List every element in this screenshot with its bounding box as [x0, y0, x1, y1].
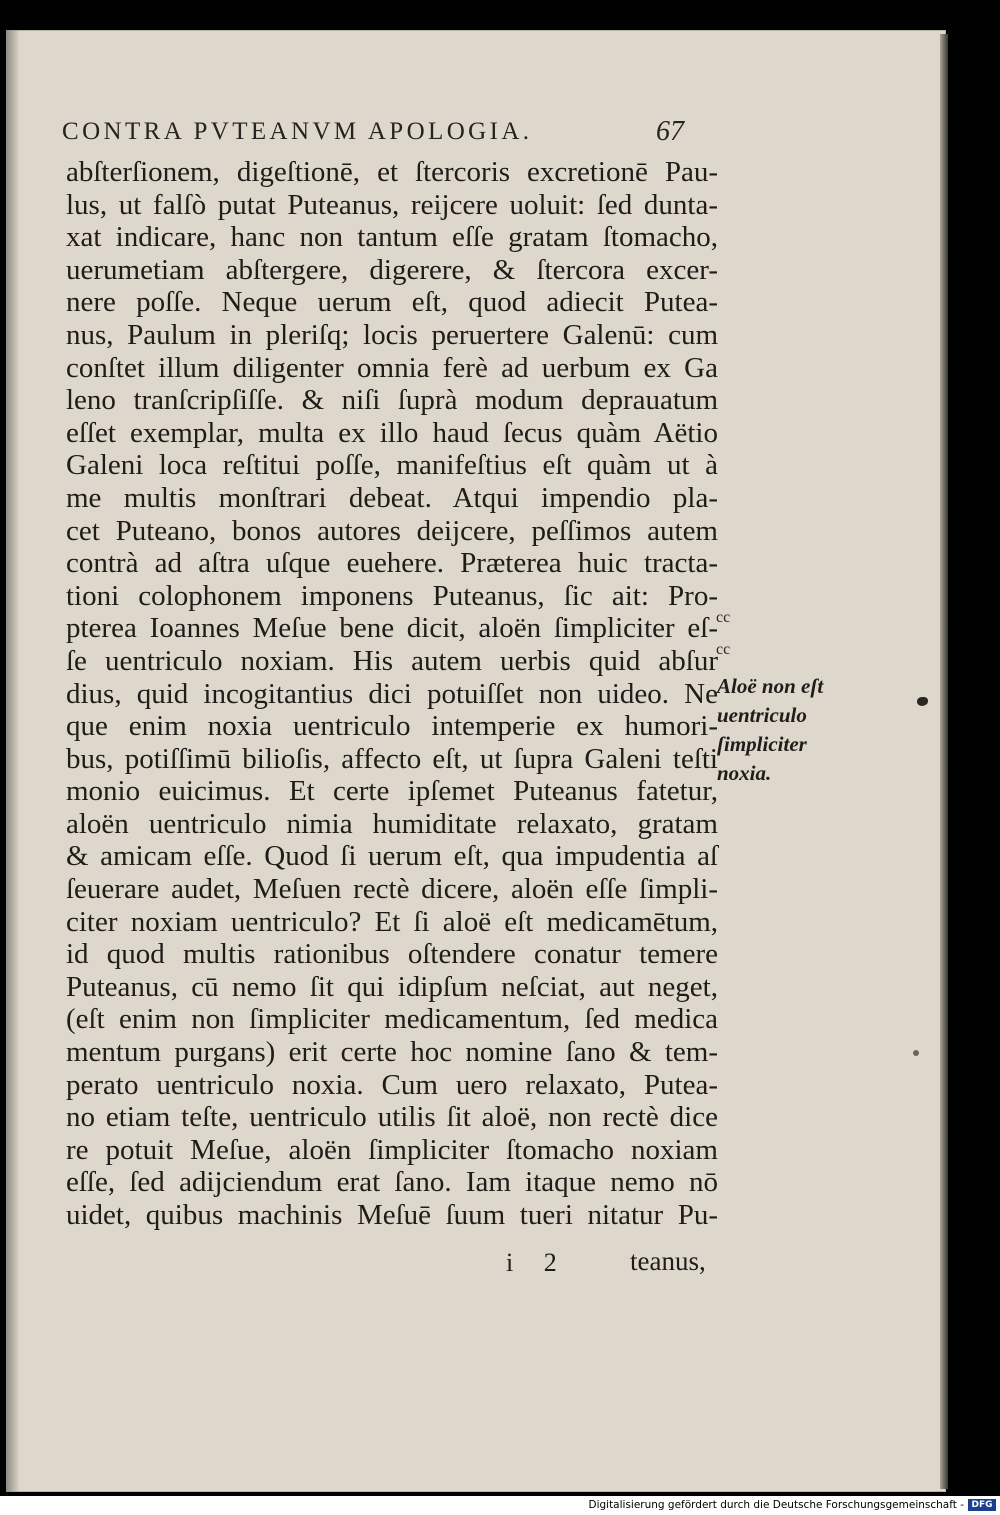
main-text-block [66, 156, 718, 1232]
text-line: mentum purgans) erit certe hoc nomine ſano & tem- [66, 1036, 718, 1069]
signature-mark: i 2 [506, 1248, 569, 1277]
quote-mark: cc [716, 641, 731, 658]
text-line: monio euicimus. Et certe ipſemet Puteanus fatetur, [66, 775, 718, 808]
text-line: bus, potiſſimū bilioſis, affecto eſt, ut ſupra Galeni teſti [66, 742, 718, 775]
text-line: aloën uentriculo nimia humiditate relaxato, gratam [66, 807, 718, 840]
text-line: uerumetiam abſtergere, digerere, & ſtercora excer- [66, 253, 718, 286]
text-line: lus, ut falſò putat Puteanus, reijcere uoluit: ſed dunta- [66, 188, 718, 221]
text-line: ſe uentriculo noxiam. His autem uerbis quid abſur [66, 644, 718, 677]
dfg-logo: DFG [968, 1499, 996, 1511]
page-gutter-shadow [6, 30, 20, 1492]
text-line: eſſe, ſed adijciendum erat ſano. Iam itaque nemo nō [66, 1166, 718, 1199]
text-line: que enim noxia uentriculo intemperie ex humori- [66, 710, 718, 743]
marginal-note-line: ſimpliciter [717, 732, 807, 756]
running-head: CONTRA PVTEANVM APOLOGIA. [62, 118, 533, 145]
page-edge [940, 34, 948, 1489]
text-line: re potuit Meſue, aloën ſimpliciter ſtomacho noxiam [66, 1133, 718, 1166]
catchword: teanus, [630, 1246, 706, 1276]
text-line: xat indicare, hanc non tantum eſſe gratam ſtomacho, [66, 221, 718, 254]
quote-mark: cc [716, 609, 731, 626]
text-line: dius, quid incogitantius dici potuiſſet non uideo. Ne [66, 677, 718, 710]
text-line: eſſet exemplar, multa ex illo haud ſecus quàm Aëtio [66, 416, 718, 449]
page-number: 67 [656, 116, 684, 147]
text-line: nus, Paulum in pleriſq; locis peruertere Galenū: cum [66, 318, 718, 351]
text-line: & amicam eſſe. Quod ſi uerum eſt, qua impudentia aſ [66, 840, 718, 873]
text-line: leno tranſcripſiſſe. & niſi ſuprà modum deprauatum [66, 384, 718, 417]
text-line: conſtet illum diligenter omnia ferè ad uerbum ex Ga [66, 351, 718, 384]
marginal-note [717, 672, 823, 788]
text-line: id quod multis rationibus oſtendere conatur temere [66, 938, 718, 971]
text-line: ſeuerare audet, Meſuen rectè dicere, aloën eſſe ſimpli- [66, 873, 718, 906]
text-line: pterea Ioannes Meſue bene dicit, aloën ſimpliciter eſ- [66, 612, 718, 645]
text-line: Puteanus, cū nemo ſit qui idipſum neſciat, aut neget, [66, 970, 718, 1003]
text-line: Galeni loca reſtitui poſſe, manifeſtius eſt quàm ut à [66, 449, 718, 482]
text-line: (eſt enim non ſimpliciter medicamentum, ſed medica [66, 1003, 718, 1036]
text-line: citer noxiam uentriculo? Et ſi aloë eſt medicamētum, [66, 905, 718, 938]
text-line: no etiam teſte, uentriculo utilis ſit aloë, non rectè dice [66, 1101, 718, 1134]
marginal-quote-marks [716, 602, 730, 666]
text-line: tioni colophonem imponens Puteanus, ſic ait: Pro- [66, 579, 718, 612]
ink-speck [913, 1050, 919, 1056]
marginal-note-line: Aloë non eſt [717, 674, 824, 698]
text-line: contrà ad aſtra uſque euehere. Præterea huic tracta- [66, 547, 718, 580]
marginal-note-line: noxia. [717, 761, 772, 785]
marginal-note-line: uentriculo [717, 703, 807, 727]
text-line: cet Puteano, bonos autores deijcere, peſſimos autem [66, 514, 718, 547]
credit-text: Digitalisierung gefördert durch die Deutsche Forschungsgemeinschaft - [588, 1499, 964, 1511]
text-line: me multis monſtrari debeat. Atqui impendio pla- [66, 481, 718, 514]
text-line: nere poſſe. Neque uerum eſt, quod adiecit Putea- [66, 286, 718, 319]
text-line: uidet, quibus machinis Meſuē ſuum tueri nitatur Pu- [66, 1199, 718, 1231]
text-line: abſterſionem, digeſtionē, et ſtercoris excretionē Pau- [66, 156, 718, 188]
text-line: perato uentriculo noxia. Cum uero relaxato, Putea- [66, 1068, 718, 1101]
